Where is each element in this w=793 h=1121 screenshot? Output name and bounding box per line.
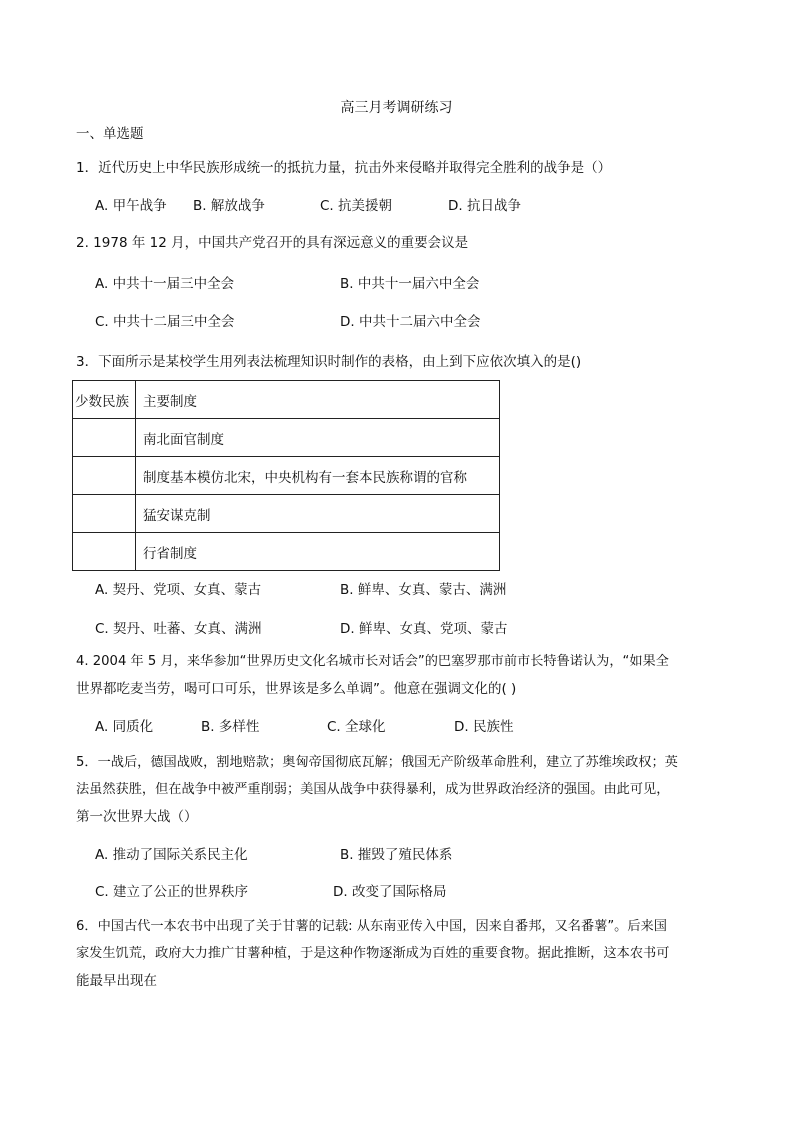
table-cell: 行省制度	[136, 533, 500, 571]
table-row	[73, 495, 500, 533]
q5-option-c: C. 建立了公正的世界秩序	[95, 884, 249, 900]
q4-option-c: C. 全球化	[327, 719, 386, 735]
q2-option-c: C. 中共十二届三中全会	[95, 314, 235, 330]
q5-stem-line3: 第一次世界大战（）	[76, 809, 198, 825]
q4-option-b: B. 多样性	[201, 719, 260, 735]
q4-option-a: A. 同质化	[95, 719, 154, 735]
q1-stem: 1．近代历史上中华民族形成统一的抵抗力量，抗击外来侵略并取得完全胜利的战争是（）	[76, 160, 612, 176]
q5-stem-line2: 法虽然获胜，但在战争中被严重削弱；美国从战争中获得暴利，成为世界政治经济的强国。由此可见，	[76, 782, 670, 797]
q3-option-d: D. 鲜卑、女真、党项、蒙古	[340, 621, 508, 637]
table-cell-blank	[73, 495, 136, 533]
table-row	[73, 419, 500, 457]
q6-stem-line3: 能最早出现在	[76, 973, 157, 989]
q1-option-a: A. 甲午战争	[95, 198, 167, 214]
q2-option-d: D. 中共十二届六中全会	[340, 314, 481, 330]
q3-stem: 3．下面所示是某校学生用列表法梳理知识时制作的表格，由上到下应依次填入的是()	[76, 354, 582, 370]
table-cell: 猛安谋克制	[136, 495, 500, 533]
q3-option-a: A. 契丹、党项、女真、蒙古	[95, 582, 262, 598]
q3-option-b: B. 鲜卑、女真、蒙古、满洲	[340, 582, 507, 598]
document-title: 高三月考调研练习	[340, 100, 453, 116]
q2-option-a: A. 中共十一届三中全会	[95, 276, 235, 292]
q3-table	[72, 380, 500, 571]
q4-stem-line2: 世界都吃麦当劳，喝可口可乐，世界该是多么单调”。他意在强调文化的( )	[76, 681, 517, 697]
q6-stem-line1: 6．中国古代一本农书中出现了关于甘薯的记载: 从东南亚传入中国，因来自番邦，又名番薯”。后来国	[76, 919, 667, 934]
q5-option-b: B. 摧毁了殖民体系	[340, 847, 453, 863]
table-cell-blank	[73, 457, 136, 495]
table-row	[73, 457, 500, 495]
section-heading: 一、单选题	[76, 126, 144, 142]
table-header-cell: 主要制度	[136, 381, 500, 419]
q2-option-b: B. 中共十一届六中全会	[340, 276, 480, 292]
q3-option-c: C. 契丹、吐蕃、女真、满洲	[95, 621, 262, 637]
table-cell: 南北面官制度	[136, 419, 500, 457]
table-header-row	[73, 381, 500, 419]
q4-option-d: D. 民族性	[454, 719, 514, 735]
q2-stem: 2. 1978 年 12 月，中国共产党召开的具有深远意义的重要会议是	[76, 235, 469, 251]
q1-option-b: B. 解放战争	[193, 198, 265, 214]
q5-option-d: D. 改变了国际格局	[333, 884, 447, 900]
table-header-cell: 少数民族	[73, 381, 136, 419]
table-row	[73, 533, 500, 571]
table-cell-blank	[73, 533, 136, 571]
q6-stem-line2: 家发生饥荒，政府大力推广甘薯种植，于是这种作物逐渐成为百姓的重要食物。据此推断，这本农书可	[76, 946, 670, 961]
table-cell: 制度基本模仿北宋，中央机构有一套本民族称谓的官称	[136, 457, 500, 495]
table-cell-blank	[73, 419, 136, 457]
q1-option-c: C. 抗美援朝	[320, 198, 393, 214]
q5-option-a: A. 推动了国际关系民主化	[95, 847, 248, 863]
q5-stem-line1: 5．一战后，德国战败，割地赔款；奥匈帝国彻底瓦解；俄国无产阶级革命胜利，建立了苏维埃政权；英	[76, 755, 678, 770]
q4-stem-line1: 4. 2004 年 5 月，来华参加“世界历史文化名城市长对话会”的巴塞罗那市前市长特鲁诺认为，“如果全	[76, 654, 669, 669]
q1-option-d: D. 抗日战争	[448, 198, 521, 214]
